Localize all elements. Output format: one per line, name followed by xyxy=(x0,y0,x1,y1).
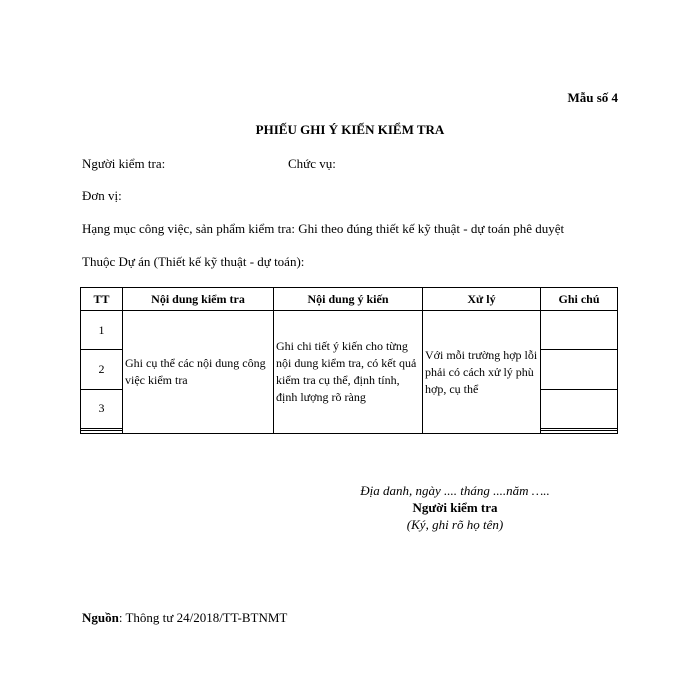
note-cell xyxy=(541,389,618,428)
header-content: Nội dung kiểm tra xyxy=(123,288,274,311)
header-opinion: Nội dung ý kiến xyxy=(274,288,423,311)
header-note: Ghi chú xyxy=(541,288,618,311)
source-label: Nguồn xyxy=(82,610,119,625)
unit-label: Đơn vị: xyxy=(82,188,122,203)
note-cell xyxy=(541,311,618,350)
row-number: 1 xyxy=(81,311,123,350)
table-row xyxy=(81,311,618,350)
position-label: Chức vụ: xyxy=(288,156,336,171)
opinion-cell: Ghi chi tiết ý kiến cho từng nội dung kiểm tra, có kết quả kiểm tra cụ thể, định tính, định lượng rõ ràng xyxy=(274,311,423,434)
page-title: PHIẾU GHI Ý KIẾN KIỂM TRA xyxy=(255,122,445,137)
inspection-table xyxy=(80,287,618,434)
signature-role: Người kiểm tra xyxy=(412,500,498,515)
work-item-label: Hạng mục công việc, sản phẩm kiểm tra: Ghi theo đúng thiết kế kỹ thuật - dự toán phê duyệt xyxy=(82,221,565,236)
source-line xyxy=(82,610,287,626)
header-handling: Xử lý xyxy=(423,288,541,311)
header-tt: TT xyxy=(81,288,123,311)
row-number: 2 xyxy=(81,350,123,389)
note-cell xyxy=(541,350,618,389)
row-number: 3 xyxy=(81,389,123,428)
note-cell xyxy=(541,431,618,434)
handling-cell: Với mỗi trường hợp lỗi phải có cách xử lý phù hợp, cụ thể xyxy=(423,311,541,434)
form-number: Mẫu số 4 xyxy=(567,90,618,105)
table-header-row xyxy=(81,288,618,311)
source-text: : Thông tư 24/2018/TT-BTNMT xyxy=(118,610,288,625)
row-number xyxy=(81,431,123,434)
content-cell: Ghi cụ thể các nội dung công việc kiểm tra xyxy=(123,311,274,434)
inspector-label: Người kiểm tra: xyxy=(82,156,166,171)
signature-note: (Ký, ghi rõ họ tên) xyxy=(406,517,504,532)
project-label: Thuộc Dự án (Thiết kế kỹ thuật - dự toán): xyxy=(82,254,305,269)
place-date: Địa danh, ngày .... tháng ....năm ….. xyxy=(360,483,550,498)
